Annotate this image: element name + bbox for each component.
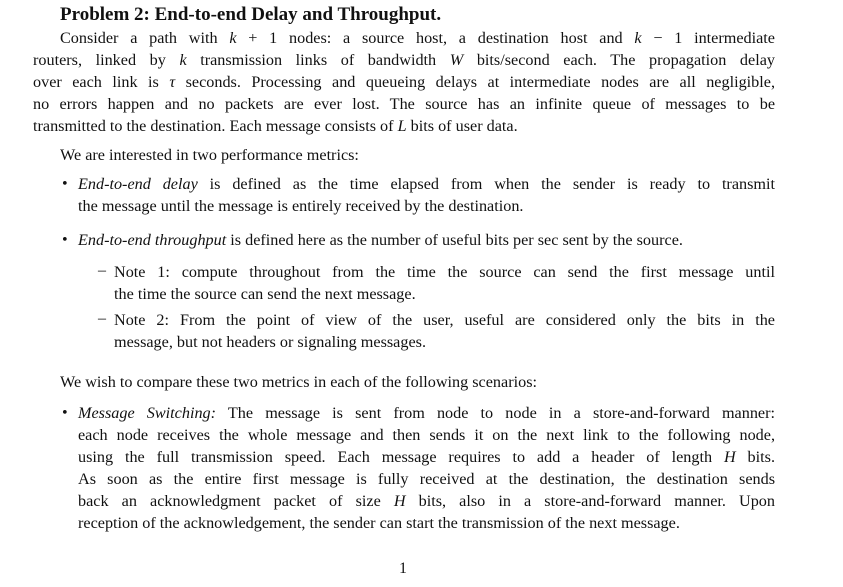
math-symbol: L [397,117,407,135]
math-symbol: τ [169,73,176,91]
text-line-b3-2 [78,425,775,445]
text-line-n1-1 [114,262,775,282]
text-segment: Consider a path with [60,29,230,47]
text-line-p2-1 [60,145,775,165]
text-segment: bits, also in a store-and-forward manner. Upon [405,492,775,510]
math-symbol: k [179,51,187,69]
text-line-p1-4 [33,94,775,114]
text-segment: is defined as the time elapsed from when the sender is ready to transmit [197,175,775,193]
text-segment: back an acknowledgment packet of size [78,492,394,510]
text-segment: bits/second each. The propagation delay [463,51,775,69]
text-line-n2-2 [114,332,775,352]
bullet-marker: • [61,177,69,192]
problem-title: Problem 2: End-to-end Delay and Throughput. [60,4,442,25]
text-segment: using the full transmission speed. Each message requires to add a header of length [78,448,724,466]
text-segment: over each link is [33,73,170,91]
text-line-p1-2 [33,50,775,70]
text-segment: the message until the message is entirely received by the destination. [78,197,524,215]
math-symbol: k [229,29,237,47]
text-segment: transmission links of bandwidth [186,51,450,69]
math-symbol: W [449,51,464,69]
text-segment: As soon as the entire first message is fully received at the destination, the destination sends [78,470,775,488]
text-segment: We are interested in two performance metrics: [60,146,359,164]
text-line-b3-6 [78,513,775,533]
text-segment: Note 1: compute throughout from the time the source can send the first message until [114,263,775,281]
text-segment: The message is sent from node to node in a store-and-forward manner: [216,404,775,422]
text-segment: − 1 intermediate [641,29,775,47]
emphasized-term: End-to-end throughput [78,231,227,249]
text-segment: routers, linked by [33,51,180,69]
text-line-n1-2 [114,284,775,304]
text-line-p3-1 [60,372,775,392]
math-symbol: H [393,492,406,510]
text-segment: Note 2: From the point of view of the user, useful are considered only the bits in the [114,311,775,329]
text-line-p1-1 [60,28,775,48]
text-segment: message, but not headers or signaling messages. [114,333,426,351]
emphasized-term: End-to-end delay [78,175,198,193]
text-line-p1-5 [33,116,775,136]
bullet-marker: • [61,233,69,248]
text-segment: seconds. Processing and queueing delays at intermediate nodes are all negligible, [175,73,775,91]
text-line-p1-3 [33,72,775,92]
text-segment: the time the source can send the next message. [114,285,416,303]
text-line-b3-3 [78,447,775,467]
text-segment: no errors happen and no packets are ever lost. The source has an infinite queue of messages to be [33,95,775,113]
text-segment: We wish to compare these two metrics in each of the following scenarios: [60,373,537,391]
text-line-b2-1 [78,230,775,250]
text-segment: transmitted to the destination. Each message consists of [33,117,398,135]
dash-marker: – [98,262,106,279]
text-line-b3-5 [78,491,775,511]
text-segment: bits. [735,448,775,466]
dash-marker: – [98,310,106,327]
text-line-b1-1 [78,174,775,194]
math-symbol: H [723,448,736,466]
bullet-marker: • [61,406,69,421]
text-line-b1-2 [78,196,775,216]
text-segment: each node receives the whole message and then sends it on the next link to the following node, [78,426,775,444]
text-segment: + 1 nodes: a source host, a destination host and [236,29,635,47]
text-line-b3-4 [78,469,775,489]
text-segment: bits of user data. [406,117,518,135]
text-line-n2-1 [114,310,775,330]
text-segment: is defined here as the number of useful bits per sec sent by the source. [226,231,683,249]
page-number: 1 [399,560,407,577]
text-segment: reception of the acknowledgement, the sender can start the transmission of the next message. [78,514,680,532]
math-symbol: k [634,29,642,47]
emphasized-term: Message Switching: [78,404,217,422]
text-line-b3-1 [78,403,775,423]
